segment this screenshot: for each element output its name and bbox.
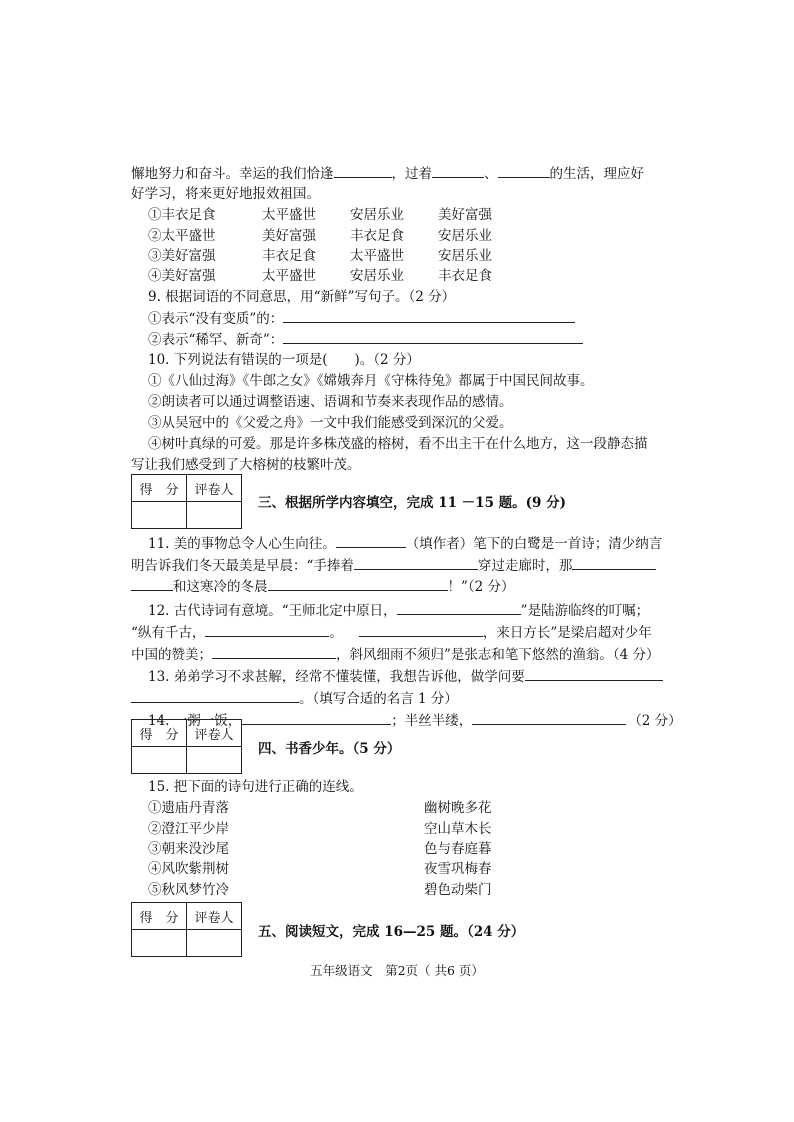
q13-text: 。（填写合适的名言 1 分） [299,691,458,707]
option-cell: ②太平盛世 [148,228,216,244]
q8-line-1 [131,163,644,184]
q13-line-1 [148,666,663,687]
q10-option-4b: 写让我们感受到了大榕树的枝繁叶茂。 [131,457,361,473]
score-label: 得 分 [132,903,187,930]
blank[interactable] [354,555,478,570]
q12-text: 12. 古代诗词有意境。“王师北定中原日， [148,603,397,619]
section-3-heading: 三、根据所学内容填空，完成 11 －15 题。(9 分) [258,495,567,511]
grader-label: 评卷人 [187,903,242,930]
q12-line-1 [148,600,649,621]
option-cell: 美好富强 [438,207,492,223]
left-verse[interactable]: ①遗庙丹青落 [148,800,229,816]
q9-title: 9. 根据词语的不同意思，用“新鲜”写句子。（2 分） [148,289,456,305]
score-box [131,474,242,529]
q9-b-label: ②表示“稀罕、新奇”： [148,332,284,348]
q10-option-2: ②朗读者可以通过调整语速、语调和节奏来表现作品的感情。 [148,394,513,410]
q10-option-3: ③从吴冠中的《父爱之舟》一文中我们能感受到深沉的父爱。 [148,415,513,431]
option-cell: 安居乐业 [350,207,404,223]
option-cell: 丰衣足食 [262,248,316,264]
q11-text: 穿过走廊时，那 [477,558,573,574]
option-cell: ③美好富强 [148,248,216,264]
option-cell: 太平盛世 [262,207,316,223]
blank[interactable] [359,622,483,637]
q8-text-b: ，过着 [391,166,432,182]
score-label: 得 分 [132,720,187,747]
score-box [131,902,242,957]
grader-label: 评卷人 [187,475,242,502]
score-box [131,719,242,774]
score-cell[interactable] [132,747,187,774]
grader-cell[interactable] [187,747,242,774]
q11-text: 和这寒冷的冬晨 [173,579,268,595]
q12-text: 中国的赞美； [131,647,212,663]
right-verse[interactable]: 幽树晚多花 [424,800,492,816]
q11-text: ！”（2 分） [447,579,515,595]
q12-line-2 [131,622,652,643]
option-cell: 安居乐业 [438,248,492,264]
right-verse[interactable]: 色与春庭暮 [424,841,492,857]
q11-text: 11. 美的事物总令人心生向往。 [148,536,336,552]
option-cell: ④美好富强 [148,268,216,284]
q11-line-3 [131,576,515,597]
blank[interactable] [131,688,299,703]
q12-text: ，斜风细雨不须归”是张志和笔下悠然的渔翁。（4 分） [336,647,660,663]
grader-cell[interactable] [187,930,242,957]
grader-label: 评卷人 [187,720,242,747]
q14-text: ；半丝半缕， [391,713,473,729]
q12-text: ，来日方长”是梁启超对少年 [482,625,652,641]
q10-option-1: ①《八仙过海》《牛郎之女》《嫦娥奔月《守株待兔》都属于中国民间故事。 [148,373,594,389]
blank[interactable] [241,710,391,725]
score-cell[interactable] [132,930,187,957]
q12-text: 。 [329,625,343,641]
option-cell: 丰衣足食 [438,268,492,284]
blank[interactable] [498,163,550,178]
q10-option-4a: ④树叶真绿的可爱。那是许多株茂盛的榕树，看不出主干在什么地方，这一段静态描 [148,436,648,452]
left-verse[interactable]: ③朝来没沙尾 [148,841,229,857]
blank[interactable] [397,600,521,615]
grader-cell[interactable] [187,502,242,529]
q9-a-label: ①表示“没有变质”的： [148,311,284,327]
option-cell: 太平盛世 [350,248,404,264]
right-verse[interactable]: 碧色动柴门 [424,882,492,898]
answer-line[interactable] [283,308,575,323]
q8-line-2: 好学习，将来更好地报效祖国。 [131,186,320,202]
q8-text-a: 懈地努力和奋斗。幸运的我们恰逢 [131,166,334,182]
q14-text: （2 分） [628,713,682,729]
blank[interactable] [212,644,336,659]
score-cell[interactable] [132,502,187,529]
option-cell: 丰衣足食 [350,228,404,244]
right-verse[interactable]: 空山草木长 [424,821,492,837]
q8-text-d: 的生活，理应好 [549,166,644,182]
q11-text: （填作者）笔下的白鹭是一首诗；清少纳言 [405,536,663,552]
blank[interactable] [131,576,173,591]
right-verse[interactable]: 夜雪巩梅春 [424,861,492,877]
blank[interactable] [205,622,329,637]
q12-text: ”是陆游临终的叮嘱； [520,603,650,619]
q12-line-3 [131,644,660,665]
blank[interactable] [472,710,626,725]
q8-text-c: 、 [484,166,498,182]
left-verse[interactable]: ②澄江平少岸 [148,821,229,837]
option-cell: 安居乐业 [350,268,404,284]
option-cell: ①丰衣足食 [148,207,216,223]
q13-line-2 [131,688,458,709]
option-cell: 太平盛世 [262,268,316,284]
q11-text: 明告诉我们冬天最美是早晨：“手捧着 [131,558,354,574]
blank[interactable] [268,576,448,591]
section-5-heading: 五、阅读短文，完成 16—25 题。（24 分） [258,924,525,940]
blank[interactable] [432,163,484,178]
blank[interactable] [336,533,406,548]
left-verse[interactable]: ④风吹紫荆树 [148,861,229,877]
section-4-heading: 四、书香少年。（5 分） [258,741,401,757]
q10-title: 10. 下列说法有错误的一项是( )。（2 分） [148,352,420,368]
q9-a [148,308,575,329]
option-cell: 安居乐业 [438,228,492,244]
q9-b [148,329,583,350]
q11-line-2 [131,555,656,576]
blank[interactable] [572,555,656,570]
answer-line[interactable] [283,329,583,344]
q12-text: “纵有千古， [131,625,206,641]
q11-line-1 [148,533,662,554]
option-cell: 美好富强 [262,228,316,244]
q14-text: 14. 一粥一饭， [148,713,242,729]
q15-title: 15. 把下面的诗句进行正确的连线。 [148,779,363,795]
blank[interactable] [334,163,392,178]
left-verse[interactable]: ⑤秋风梦竹冷 [148,882,229,898]
page-footer: 五年级语文 第2页（ 共6 页） [310,963,484,978]
blank[interactable] [525,666,663,681]
score-label: 得 分 [132,475,187,502]
q13-text: 13. 弟弟学习不求甚解，经常不懂装懂，我想告诉他，做学问要 [148,669,525,685]
